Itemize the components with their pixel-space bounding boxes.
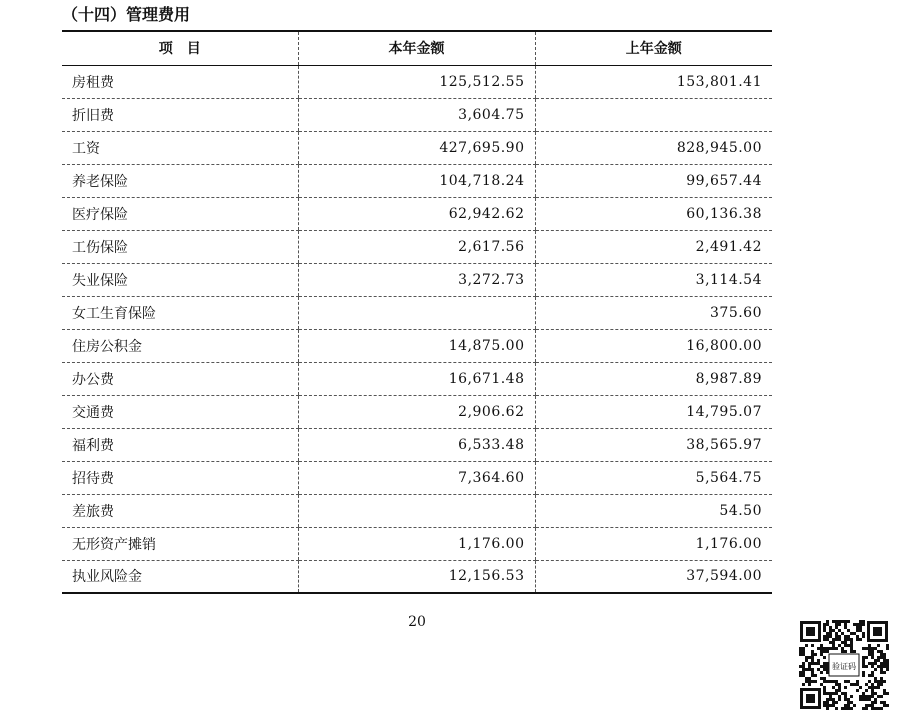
- row-previous-amount: 153,801.41: [535, 65, 772, 98]
- table-row: [62, 494, 772, 527]
- row-previous-amount: 3,114.54: [535, 263, 772, 296]
- row-previous-amount: 8,987.89: [535, 362, 772, 395]
- table-row: [62, 98, 772, 131]
- row-current-amount: 427,695.90: [298, 131, 535, 164]
- table-row: [62, 428, 772, 461]
- row-previous-amount: 5,564.75: [535, 461, 772, 494]
- table-row: [62, 329, 772, 362]
- table-row: [62, 296, 772, 329]
- table-row: [62, 395, 772, 428]
- row-previous-amount: [535, 98, 772, 131]
- row-item: 执业风险金: [72, 569, 142, 586]
- row-current-amount: 2,617.56: [298, 230, 535, 263]
- row-item: 无形资产摊销: [62, 527, 298, 560]
- section-title: （十四）管理费用: [62, 5, 191, 24]
- row-previous-amount: 38,565.97: [535, 428, 772, 461]
- row-item: 办公费: [62, 362, 298, 395]
- row-item: 养老保险: [62, 164, 298, 197]
- row-current-amount: 12,156.53: [298, 560, 535, 593]
- row-previous-amount: 14,795.07: [535, 395, 772, 428]
- row-current-amount: 125,512.55: [298, 65, 535, 98]
- row-previous-amount: 54.50: [535, 494, 772, 527]
- row-item: 医疗保险: [62, 197, 298, 230]
- row-previous-amount: 60,136.38: [535, 197, 772, 230]
- row-item: 折旧费: [62, 98, 298, 131]
- row-item: 住房公积金: [62, 329, 298, 362]
- qr-code-icon: [799, 620, 889, 710]
- page-number: 20: [408, 614, 426, 630]
- row-current-amount: 14,875.00: [298, 329, 535, 362]
- row-current-amount: 2,906.62: [298, 395, 535, 428]
- table-row: [62, 131, 772, 164]
- table-row: [62, 197, 772, 230]
- table-row: [62, 560, 772, 593]
- header-current-year: 本年金额: [298, 31, 535, 65]
- table-row: [62, 230, 772, 263]
- row-current-amount: [298, 296, 535, 329]
- row-previous-amount: 16,800.00: [535, 329, 772, 362]
- row-previous-amount: 828,945.00: [535, 131, 772, 164]
- row-current-amount: 16,671.48: [298, 362, 535, 395]
- row-previous-amount: 2,491.42: [535, 230, 772, 263]
- row-current-amount: 3,272.73: [298, 263, 535, 296]
- row-item: 女工生育保险: [62, 296, 298, 329]
- row-item: 招待费: [62, 461, 298, 494]
- management-expense-table: [62, 30, 772, 594]
- row-previous-amount: 375.60: [535, 296, 772, 329]
- table-row: [62, 461, 772, 494]
- row-current-amount: 3,604.75: [298, 98, 535, 131]
- row-previous-amount: 99,657.44: [535, 164, 772, 197]
- row-item: 工资: [62, 131, 298, 164]
- table-header-row: [62, 31, 772, 65]
- row-current-amount: 1,176.00: [298, 527, 535, 560]
- row-item: 失业保险: [62, 263, 298, 296]
- row-current-amount: 62,942.62: [298, 197, 535, 230]
- row-item: 差旅费: [62, 494, 298, 527]
- header-item: 项 目: [62, 31, 298, 65]
- table-row: [62, 164, 772, 197]
- qr-caption: 验证码: [832, 662, 856, 671]
- row-item: 房租费: [62, 65, 298, 98]
- row-current-amount: 104,718.24: [298, 164, 535, 197]
- row-previous-amount: 37,594.00: [535, 560, 772, 593]
- row-current-amount: [298, 494, 535, 527]
- table-row: [62, 263, 772, 296]
- row-current-amount: 7,364.60: [298, 461, 535, 494]
- table-row: [62, 65, 772, 98]
- row-item: 工伤保险: [62, 230, 298, 263]
- row-previous-amount: 1,176.00: [535, 527, 772, 560]
- row-current-amount: 6,533.48: [298, 428, 535, 461]
- row-item: 交通费: [62, 395, 298, 428]
- header-previous-year: 上年金额: [535, 31, 772, 65]
- row-item: 福利费: [62, 428, 298, 461]
- table-row: [62, 362, 772, 395]
- table-row: [62, 527, 772, 560]
